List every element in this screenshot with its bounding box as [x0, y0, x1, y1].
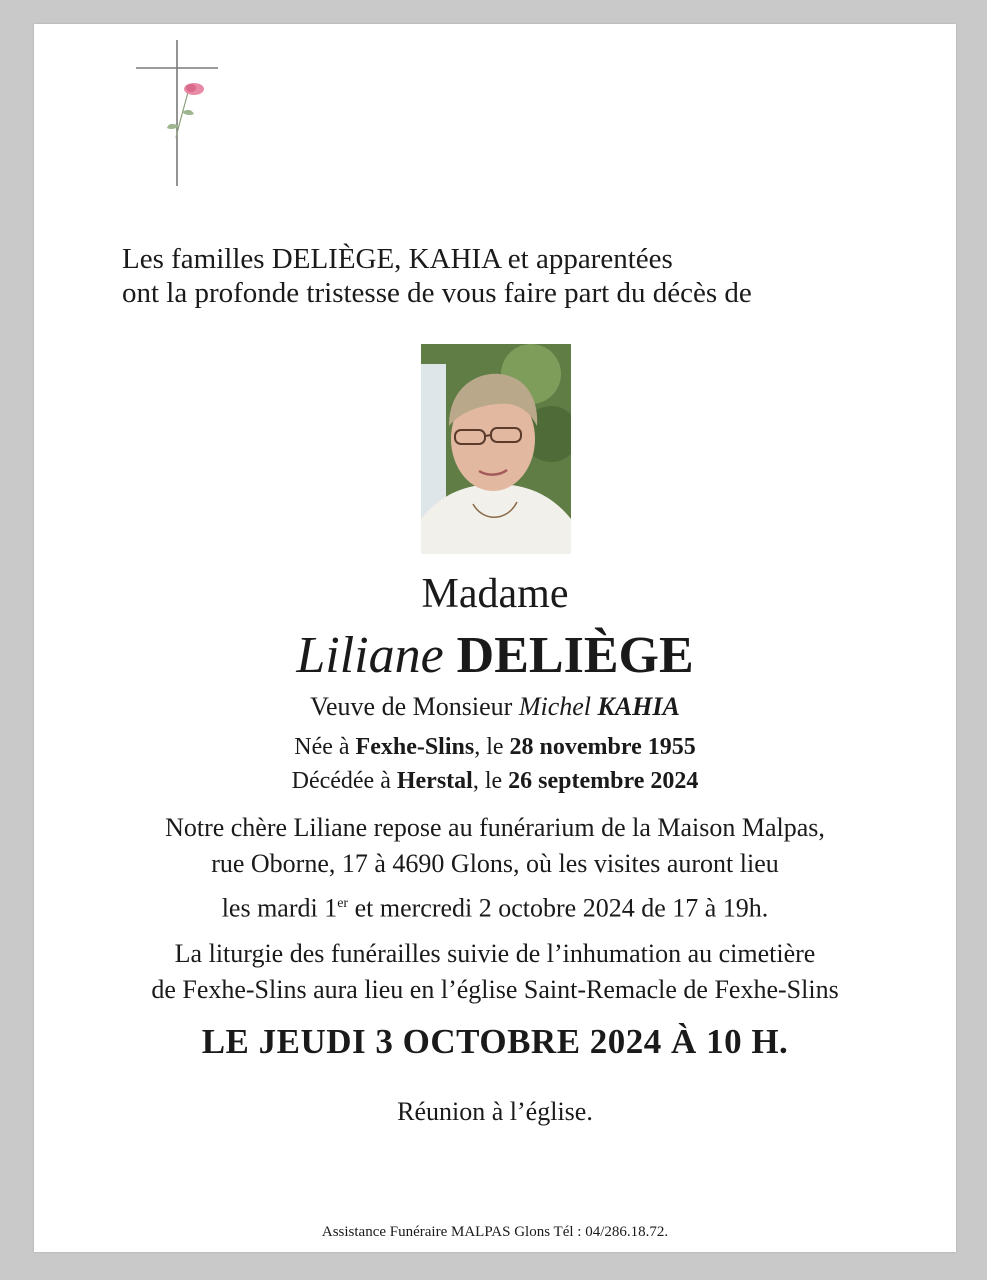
death-prefix: Décédée à [291, 768, 391, 794]
visits-line-3 [34, 886, 956, 927]
widow-last-name: KAHIA [597, 692, 680, 721]
intro-line-1: Les familles DELIÈGE, KAHIA et apparentées [122, 243, 673, 275]
deceased-first-name: Liliane [296, 627, 444, 684]
birth-place: Fexhe-Slins [355, 734, 475, 760]
birth-line [34, 734, 956, 761]
intro-line-2: ont la profonde tristesse de vous faire part du décès de [122, 277, 752, 309]
ceremony-line-2: de Fexhe-Slins aura lieu en l’église Saint-Remacle de Fexhe-Slins [151, 975, 839, 1004]
death-date: 26 septembre 2024 [508, 768, 699, 794]
visits-line-2: rue Oborne, 17 à 4690 Glons, où les visites auront lieu [211, 849, 779, 878]
death-sep: , le [472, 768, 503, 794]
funeral-date: LE JEUDI 3 OCTOBRE 2024 À 10 H. [201, 1022, 789, 1061]
obituary-card [34, 24, 956, 1252]
widow-line [34, 692, 956, 722]
deceased-name [34, 626, 956, 685]
ceremony-line-1: La liturgie des funérailles suivie de l’inhumation au cimetière [174, 939, 816, 968]
visits-line-3-sup: er [337, 896, 349, 911]
birth-prefix: Née à [294, 734, 350, 760]
funeral-home-footer: Assistance Funéraire MALPAS Glons Tél : 04/286.18.72. [321, 1224, 669, 1240]
cross-with-rose-icon [134, 38, 224, 188]
birth-date: 28 novembre 1955 [509, 734, 696, 760]
visits-line-3-a: les mardi 1 [221, 893, 338, 923]
reunion-note: Réunion à l’église. [397, 1097, 593, 1126]
death-line [34, 768, 956, 795]
widow-first-name: Michel [518, 692, 591, 721]
widow-prefix: Veuve de Monsieur [310, 692, 513, 721]
deceased-title: Madame [421, 571, 569, 617]
portrait-photo [421, 344, 571, 554]
deceased-last-name: DELIÈGE [456, 627, 694, 684]
death-place: Herstal [396, 768, 473, 794]
visits-line-3-b: et mercredi 2 octobre 2024 de 17 à 19h. [348, 893, 769, 923]
birth-sep: , le [474, 734, 504, 760]
visits-line-1: Notre chère Liliane repose au funérarium de la Maison Malpas, [165, 813, 825, 842]
